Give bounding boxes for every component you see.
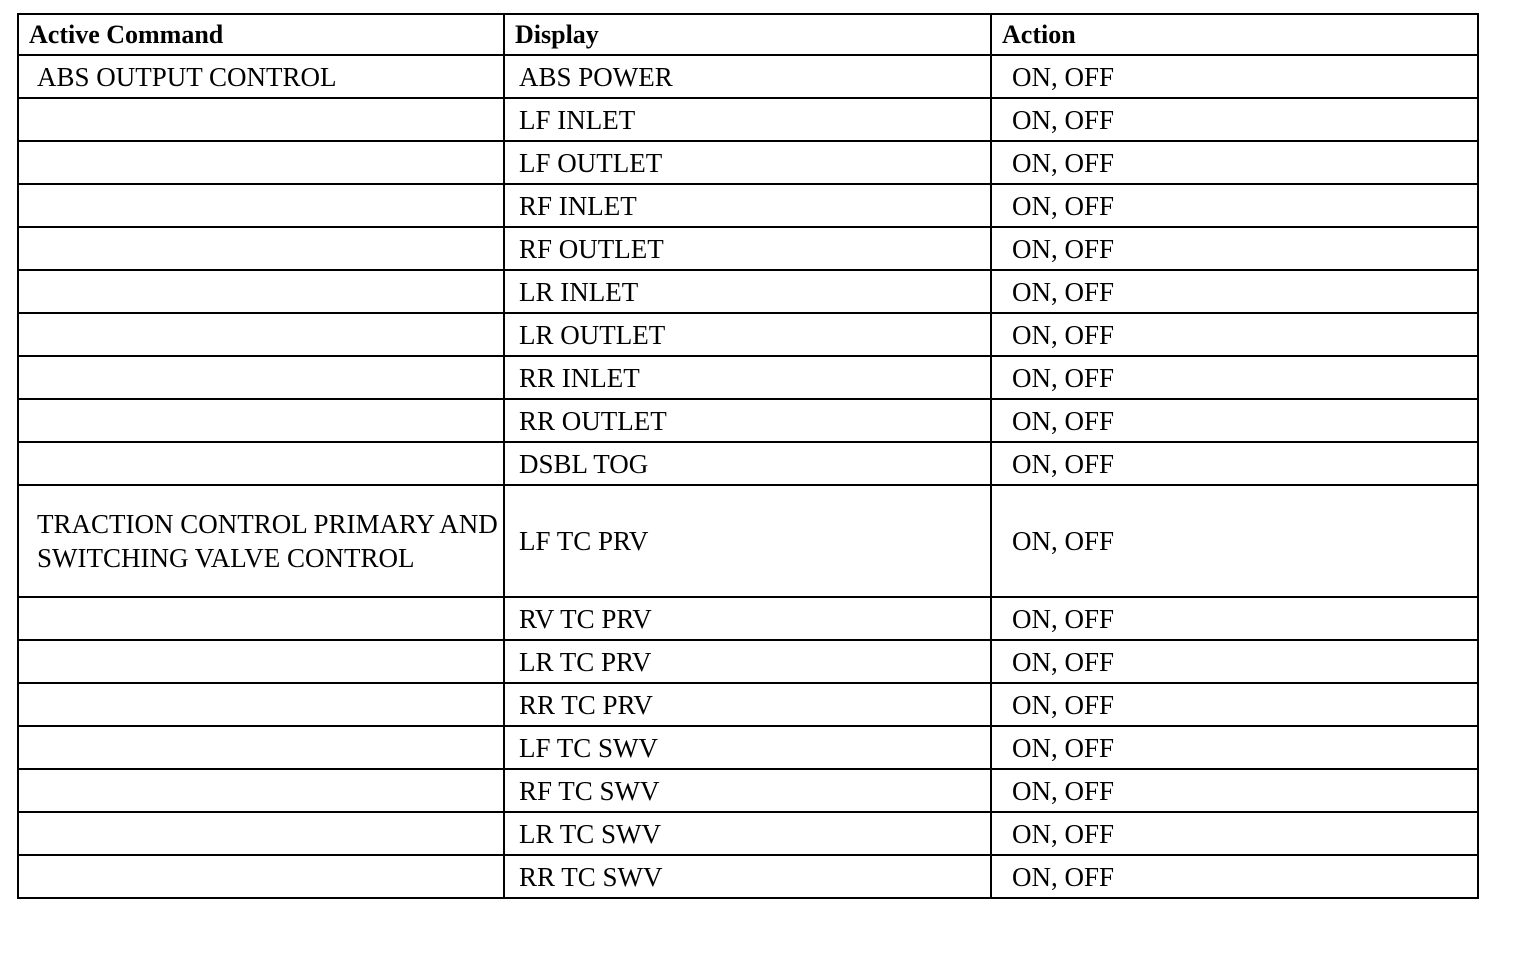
display-cell: LR TC SWV xyxy=(504,812,991,855)
table-row xyxy=(18,485,1478,597)
table-row xyxy=(18,640,1478,683)
action-cell: ON, OFF xyxy=(991,597,1478,640)
table-row xyxy=(18,227,1478,270)
display-cell: LF TC PRV xyxy=(504,485,991,597)
command-cell xyxy=(18,442,504,485)
table-row xyxy=(18,726,1478,769)
display-cell: RF TC SWV xyxy=(504,769,991,812)
command-cell xyxy=(18,313,504,356)
action-cell: ON, OFF xyxy=(991,485,1478,597)
table-row xyxy=(18,270,1478,313)
table-row xyxy=(18,184,1478,227)
display-cell: LR TC PRV xyxy=(504,640,991,683)
command-cell xyxy=(18,812,504,855)
display-cell: LF OUTLET xyxy=(504,141,991,184)
display-cell: LF TC SWV xyxy=(504,726,991,769)
display-cell: RR TC SWV xyxy=(504,855,991,898)
command-cell xyxy=(18,855,504,898)
table-row xyxy=(18,769,1478,812)
action-cell: ON, OFF xyxy=(991,141,1478,184)
display-cell: DSBL TOG xyxy=(504,442,991,485)
command-cell xyxy=(18,356,504,399)
header-row xyxy=(18,14,1478,55)
display-cell: RF OUTLET xyxy=(504,227,991,270)
table-row xyxy=(18,98,1478,141)
header-action: Action xyxy=(991,14,1478,55)
action-cell: ON, OFF xyxy=(991,227,1478,270)
table-row xyxy=(18,442,1478,485)
command-cell xyxy=(18,769,504,812)
command-cell xyxy=(18,270,504,313)
table-row xyxy=(18,55,1478,98)
display-cell: RR TC PRV xyxy=(504,683,991,726)
command-cell xyxy=(18,640,504,683)
command-cell: TRACTION CONTROL PRIMARY AND SWITCHING VALVE CONTROL xyxy=(18,485,504,597)
table-body xyxy=(18,55,1478,898)
action-cell: ON, OFF xyxy=(991,313,1478,356)
action-cell: ON, OFF xyxy=(991,270,1478,313)
action-cell: ON, OFF xyxy=(991,683,1478,726)
header-display: Display xyxy=(504,14,991,55)
display-cell: LF INLET xyxy=(504,98,991,141)
display-cell: RV TC PRV xyxy=(504,597,991,640)
action-cell: ON, OFF xyxy=(991,98,1478,141)
display-cell: RR OUTLET xyxy=(504,399,991,442)
table-header xyxy=(18,14,1478,55)
action-cell: ON, OFF xyxy=(991,812,1478,855)
command-cell xyxy=(18,184,504,227)
command-cell xyxy=(18,399,504,442)
command-cell xyxy=(18,141,504,184)
action-cell: ON, OFF xyxy=(991,442,1478,485)
command-cell: ABS OUTPUT CONTROL xyxy=(18,55,504,98)
table-row xyxy=(18,855,1478,898)
command-cell xyxy=(18,227,504,270)
table-row xyxy=(18,812,1478,855)
action-cell: ON, OFF xyxy=(991,55,1478,98)
table-row xyxy=(18,141,1478,184)
header-active-command: Active Command xyxy=(18,14,504,55)
table-row xyxy=(18,313,1478,356)
table-row xyxy=(18,399,1478,442)
table-row xyxy=(18,356,1478,399)
display-cell: LR INLET xyxy=(504,270,991,313)
display-cell: ABS POWER xyxy=(504,55,991,98)
command-cell xyxy=(18,683,504,726)
display-cell: RF INLET xyxy=(504,184,991,227)
action-cell: ON, OFF xyxy=(991,726,1478,769)
table-row xyxy=(18,597,1478,640)
active-command-table xyxy=(17,13,1479,899)
command-cell xyxy=(18,597,504,640)
action-cell: ON, OFF xyxy=(991,769,1478,812)
display-cell: RR INLET xyxy=(504,356,991,399)
action-cell: ON, OFF xyxy=(991,184,1478,227)
command-cell xyxy=(18,726,504,769)
action-cell: ON, OFF xyxy=(991,399,1478,442)
action-cell: ON, OFF xyxy=(991,356,1478,399)
action-cell: ON, OFF xyxy=(991,855,1478,898)
command-cell xyxy=(18,98,504,141)
action-cell: ON, OFF xyxy=(991,640,1478,683)
display-cell: LR OUTLET xyxy=(504,313,991,356)
table-row xyxy=(18,683,1478,726)
